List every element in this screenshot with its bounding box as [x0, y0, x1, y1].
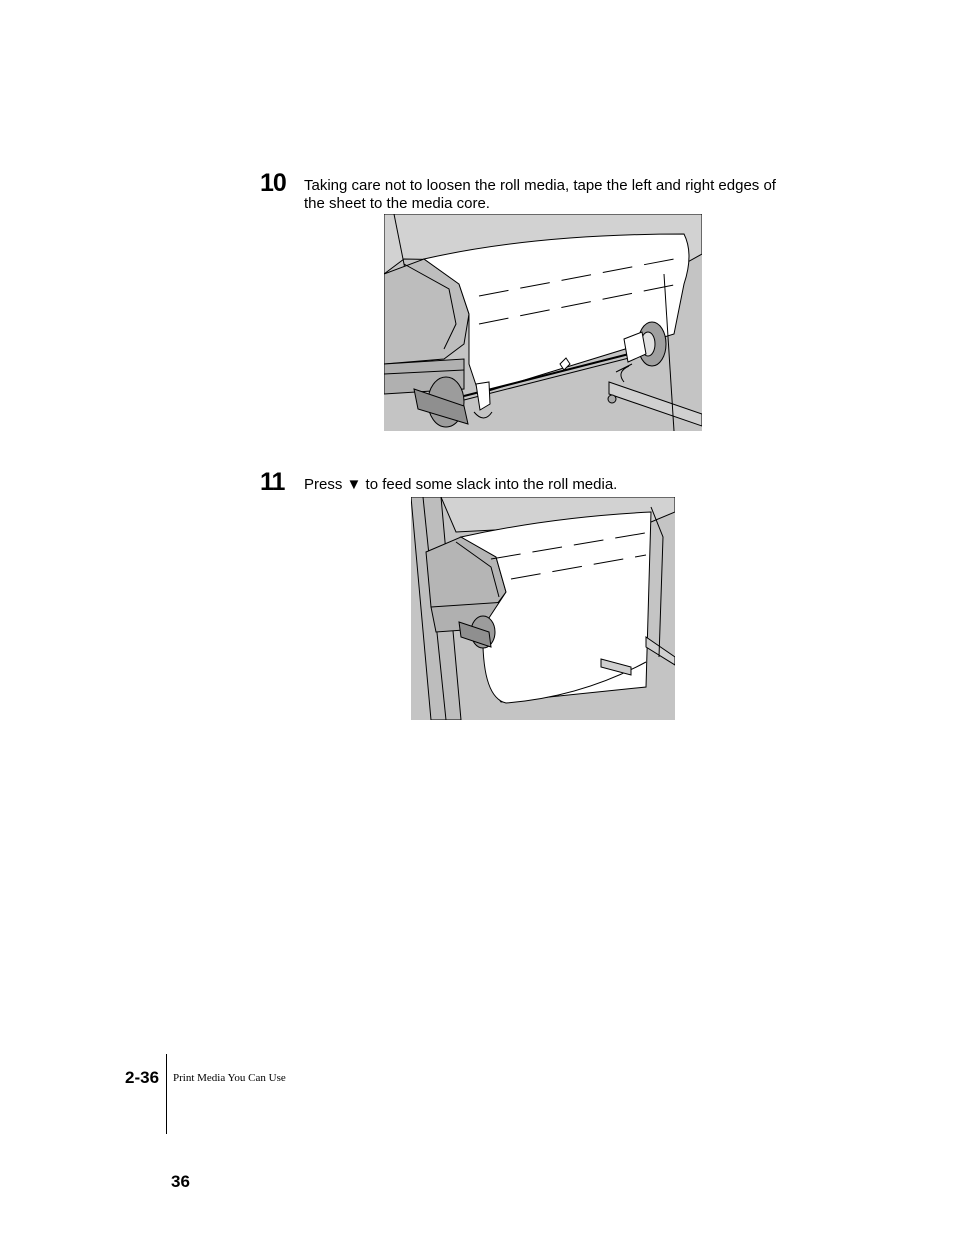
step-10-text: Taking care not to loosen the roll media, tape the left and right edges of the sheet to the media core.: [304, 177, 776, 212]
down-arrow-key-icon: ▼: [346, 476, 362, 493]
figure-feed-slack: [411, 497, 675, 720]
step-10-number: 10: [260, 169, 286, 197]
step-11-text-after: to feed some slack into the roll media.: [365, 476, 618, 493]
step-11-number: 11: [260, 468, 285, 496]
step-11-text: [304, 476, 794, 494]
figure-tape-media-core: [384, 214, 702, 431]
section-page-label: 2-36: [125, 1068, 160, 1087]
page-number: 36: [171, 1172, 190, 1191]
chapter-title: Print Media You Can Use: [173, 1072, 286, 1084]
footer-divider: [166, 1054, 167, 1134]
step-11-text-before: Press: [304, 476, 343, 493]
